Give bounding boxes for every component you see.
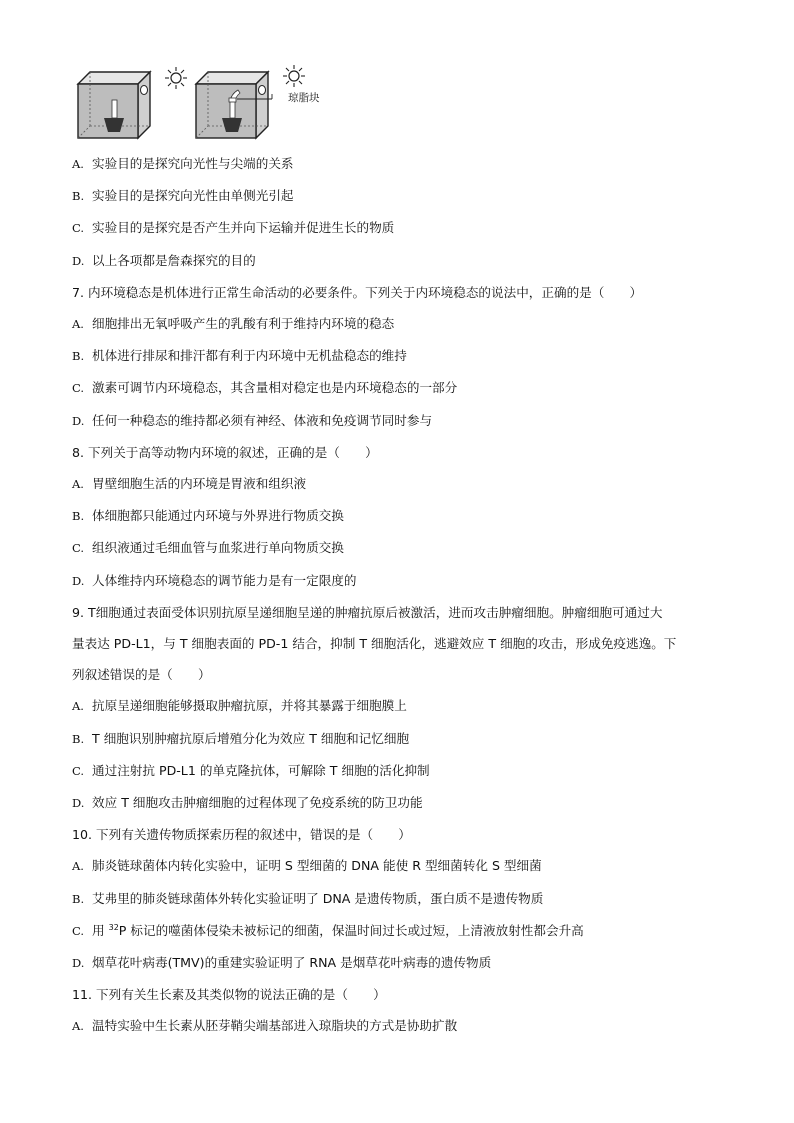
- q10-option-c: C. 用 $^{32}$P 标记的噬菌体侵染未被标记的细菌，保温时间过长或过短，上清液放射性都会升高: [72, 922, 584, 938]
- q9-option-c: C. 通过注射抗 PD-L1 的单克隆抗体，可解除 T 细胞的活化抑制: [72, 762, 430, 778]
- sun-icon: [283, 65, 305, 87]
- seedling-1: [112, 100, 117, 118]
- q10-option-d: D. 烟草花叶病毒(TMV)的重建实验证明了 RNA 是烟草花叶病毒的遗传物质: [72, 955, 492, 971]
- q6-option-a: A. 实验目的是探究向光性与尖端的关系: [72, 156, 294, 171]
- q9-option-a: A. 抗原呈递细胞能够摄取肿瘤抗原，并将其暴露于细胞膜上: [72, 698, 407, 714]
- box-1: [78, 72, 150, 138]
- q10-option-b: B. 艾弗里的肺炎链球菌体外转化实验证明了 DNA 是遗传物质，蛋白质不是遗传物质: [72, 890, 544, 906]
- q8-option-c: C. 组织液通过毛细血管与血浆进行单向物质交换: [72, 540, 344, 556]
- q9-stem-line-1: 9. T细胞通过表面受体识别抗原呈递细胞呈递的肿瘤抗原后被激活，进而攻击肿瘤细胞。肿瘤细胞可通过大: [72, 604, 663, 620]
- q9-stem-line-2: 量表达 PD-L1，与 T 细胞表面的 PD-1 结合，抑制 T 细胞活化，逃避效应 T 细胞的攻击，形成免疫逃逸。下: [72, 636, 677, 652]
- q9-option-d: D. 效应 T 细胞攻击肿瘤细胞的过程体现了免疫系统的防卫功能: [72, 795, 423, 811]
- q8-option-a: A. 胃壁细胞生活的内环境是胃液和组织液: [72, 476, 307, 492]
- q8-option-d: D. 人体维持内环境稳态的调节能力是有一定限度的: [72, 572, 357, 588]
- experiment-figure: [70, 62, 330, 144]
- q6-option-c: C. 实验目的是探究是否产生并向下运输并促进生长的物质: [72, 220, 395, 236]
- sun-icon: [165, 67, 187, 89]
- agar-block-label: 琼脂块: [288, 92, 320, 104]
- q10-option-a: A. 肺炎链球菌体内转化实验中，证明 S 型细菌的 DNA 能使 R 型细菌转化 S 型细菌: [72, 858, 542, 874]
- q11-option-a: A. 温特实验中生长素从胚芽鞘尖端基部进入琼脂块的方式是协助扩散: [72, 1018, 458, 1034]
- q9-option-b: B. T 细胞识别肿瘤抗原后增殖分化为效应 T 细胞和记忆细胞: [72, 730, 410, 746]
- q7-option-c: C. 激素可调节内环境稳态，其含量相对稳定也是内环境稳态的一部分: [72, 380, 458, 396]
- q7-option-d: D. 任何一种稳态的维持都必须有神经、体液和免疫调节同时参与: [72, 412, 433, 428]
- superscript-32: 32: [108, 922, 119, 932]
- box-2: [196, 72, 272, 138]
- q10-stem: 10. 下列有关遗传物质探索历程的叙述中，错误的是（ ）: [72, 827, 411, 843]
- q7-stem: 7. 内环境稳态是机体进行正常生命活动的必要条件。下列关于内环境稳态的说法中，正确的是（ ）: [72, 284, 643, 300]
- q11-stem: 11. 下列有关生长素及其类似物的说法正确的是（ ）: [72, 987, 386, 1003]
- q7-option-b: B. 机体进行排尿和排汗都有利于内环境中无机盐稳态的维持: [72, 348, 407, 364]
- q6-option-b: B. 实验目的是探究向光性由单侧光引起: [72, 188, 294, 204]
- q8-stem: 8. 下列关于高等动物内环境的叙述，正确的是（ ）: [72, 444, 378, 460]
- question-content: [72, 148, 732, 1043]
- q7-option-a: A. 细胞排出无氧呼吸产生的乳酸有利于维持内环境的稳态: [72, 316, 395, 332]
- q9-stem-line-3: 列叙述错误的是（ ）: [72, 667, 211, 683]
- q6-option-d: D. 以上各项都是詹森探究的目的: [72, 252, 256, 268]
- agar-block: [229, 98, 236, 102]
- q8-option-b: B. 体细胞都只能通过内环境与外界进行物质交换: [72, 508, 344, 524]
